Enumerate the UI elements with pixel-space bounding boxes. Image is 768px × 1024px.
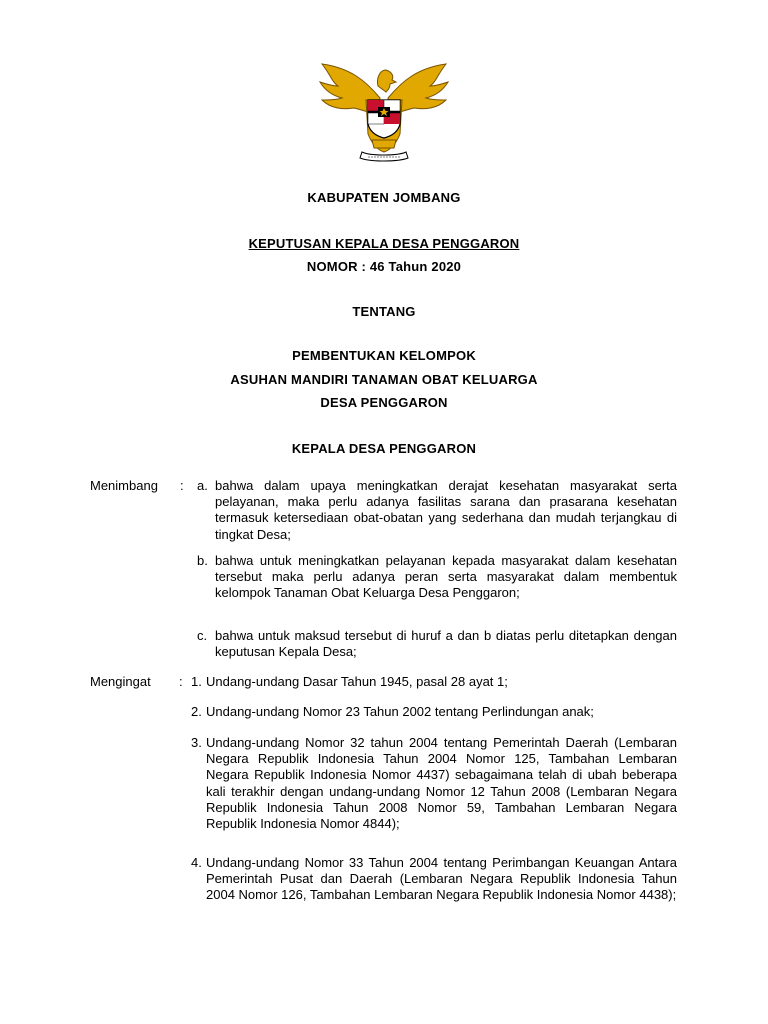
menimbang-text-b: bahwa untuk meningkatkan pelayanan kepada masyarakat dalam kesehatan tersebut maka perlu adanya peran serta masyarakat dalam membentuk kelompok Tanaman Obat Keluarga Desa Penggaron; (215, 553, 677, 601)
decree-number: NOMOR : 46 Tahun 2020 (306, 259, 462, 274)
menimbang-item-b (197, 553, 677, 602)
menimbang-colon: : (180, 478, 184, 493)
mengingat-marker-1: 1. (191, 674, 202, 689)
menimbang-marker-b: b. (197, 553, 208, 568)
mengingat-marker-2: 2. (191, 704, 202, 719)
mengingat-marker-3: 3. (191, 735, 202, 750)
menimbang-marker-a: a. (197, 478, 208, 493)
mengingat-item-3 (191, 735, 677, 832)
menimbang-marker-c: c. (197, 628, 208, 643)
mengingat-text-4: Undang-undang Nomor 33 Tahun 2004 tentang Perimbangan Keuangan Antara Pemerintah Pusat dan Daerah (Lembaran Negara Republik Indonesia Tahun 2004 Nomor 126, Tambahan Lembaran Negara Republik Indonesia Nomor 4438); (206, 855, 677, 903)
menimbang-label: Menimbang (90, 478, 158, 493)
menimbang-text-c: bahwa untuk maksud tersebut di huruf a dan b diatas perlu ditetapkan dengan keputusan Kepala Desa; (215, 628, 677, 660)
mengingat-text-2: Undang-undang Nomor 23 Tahun 2002 tentang Perlindungan anak; (206, 704, 594, 719)
mengingat-item-2 (191, 704, 677, 720)
subject-line-1: PEMBENTUKAN KELOMPOK (292, 348, 476, 363)
menimbang-item-a (197, 478, 677, 543)
menimbang-item-c (197, 628, 677, 660)
garuda-emblem-icon (310, 60, 458, 162)
mengingat-item-1 (191, 674, 677, 690)
mengingat-text-1: Undang-undang Dasar Tahun 1945, pasal 28 ayat 1; (206, 674, 508, 689)
official-title: KEPALA DESA PENGGARON (291, 441, 477, 456)
mengingat-marker-4: 4. (191, 855, 202, 870)
mengingat-colon: : (179, 674, 183, 689)
mengingat-label: Mengingat (90, 674, 151, 689)
subject-line-3: DESA PENGGARON (320, 395, 448, 410)
subject-line-2: ASUHAN MANDIRI TANAMAN OBAT KELUARGA (230, 372, 538, 387)
tentang-heading: TENTANG (352, 304, 416, 319)
mengingat-text-3: Undang-undang Nomor 32 tahun 2004 tentang Pemerintah Daerah (Lembaran Negara Republik Indonesia Tahun 2004 Nomor 125, Tambahan Lembaran Negara Republik Indonesia Nomor 4437) sebagaimana telah di ubah beberapa kali terakhir dengan undang-undang Nomor 12 Tahun 2008 (Lembaran Negara Republik Indonesia Tahun 2008 Nomor 59, Tambahan Lembaran Negara Republik Indonesia Nomor 4844); (206, 735, 677, 832)
menimbang-text-a: bahwa dalam upaya meningkatkan derajat kesehatan masyarakat serta pelayanan, maka perlu adanya fasilitas sarana dan prasarana kesehatan termasuk ketersediaan obat-obatan yang sederhana dan mudah terjangkau di tingkat Desa; (215, 478, 677, 542)
mengingat-item-4 (191, 855, 677, 904)
decree-title: KEPUTUSAN KEPALA DESA PENGGARON (248, 236, 520, 251)
regency-title: KABUPATEN JOMBANG (307, 190, 461, 205)
